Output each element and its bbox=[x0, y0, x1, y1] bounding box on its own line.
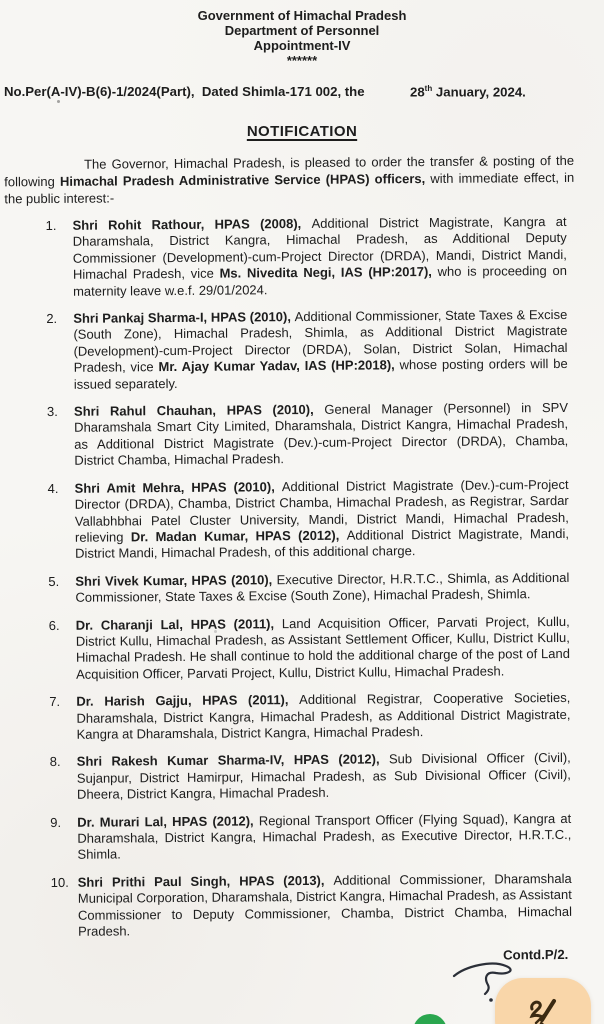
document-body bbox=[0, 152, 604, 967]
order-item bbox=[46, 307, 568, 393]
order-item bbox=[49, 613, 570, 683]
order-item bbox=[49, 690, 570, 743]
item-text: Shri Pankaj Sharma-I, HPAS (2010), Additional Commissioner, State Taxes & Excise (South Zone), Himachal Pradesh, Shimla, as Additional District Magistrate (Development)-cum-Project Director (DRDA), Solan, District Solan, Himachal Pradesh, vice Mr. Ajay Kumar Yadav, IAS (HP:2018), whose posting orders will be issued separately. bbox=[73, 306, 568, 392]
item-number: 2. bbox=[46, 310, 58, 327]
header-separator: ****** bbox=[286, 53, 318, 68]
reference-line bbox=[4, 84, 600, 99]
order-item bbox=[48, 477, 570, 563]
header-dept: Department of Personnel bbox=[224, 23, 380, 38]
sign-button[interactable] bbox=[495, 978, 591, 1024]
order-item bbox=[50, 811, 571, 864]
order-item bbox=[45, 214, 567, 300]
scan-artifact-dot bbox=[57, 100, 60, 103]
order-item bbox=[51, 871, 572, 941]
item-number: 4. bbox=[47, 480, 59, 496]
item-number: 5. bbox=[48, 573, 60, 589]
continuation-note: Contd.P/2. bbox=[503, 947, 569, 963]
green-app-icon[interactable] bbox=[413, 1014, 447, 1024]
scan-artifact-dot bbox=[214, 630, 217, 633]
item-text: Dr. Harish Gajju, HPAS (2011), Additional Registrar, Cooperative Societies, Dharamshala, District Kangra, Himachal Pradesh, as Additional District Magistrate, Kangra at Dharamshala, District Kangra, Himachal Pradesh. bbox=[76, 690, 571, 742]
item-text: Dr. Murari Lal, HPAS (2012), Regional Transport Officer (Flying Squad), Kangra at Dharamshala, District Kangra, Himachal Pradesh, as Executive Director, H.R.T.C., Shimla. bbox=[77, 810, 572, 863]
item-number: 10. bbox=[50, 874, 69, 890]
order-item bbox=[50, 750, 571, 803]
item-text: Shri Amit Mehra, HPAS (2010), Additional District Magistrate (Dev.)-cum-Project Director (DRDA), Chamba, District Chamba, Himachal Pradesh, as Registrar, Sardar Vallabhbhai Patel Cluster University, Mandi, District Mandi, Himachal Pradesh, relieving Dr. Madan Kumar, HPAS (2012), Additional District Magistrate, Mandi, District Mandi, Himachal Pradesh, of this additional charge. bbox=[74, 476, 570, 562]
item-number: 1. bbox=[45, 217, 57, 234]
header-org: Government of Himachal Pradesh bbox=[197, 8, 407, 23]
notification-date: 28th January, 2024. bbox=[410, 84, 526, 100]
item-number: 3. bbox=[46, 403, 58, 420]
item-text: Shri Rahul Chauhan, HPAS (2010), General Manager (Personnel) in SPV Dharamshala Smart City Limited, Dharamshala, District Kangra, Himachal Pradesh, as Additional District Magistrate (Dev.)-cum-Project Director (DRDA), Chamba, District Chamba, Himachal Pradesh. bbox=[73, 399, 569, 469]
intro-paragraph: The Governor, Himachal Pradesh, is pleased to order the transfer & posting of the following Himachal Pradesh Administrative Service (HPAS) officers, with immediate effect, in the public interest:- bbox=[4, 152, 575, 207]
item-text: Dr. Charanji Lal, HPAS (2011), Land Acquisition Officer, Parvati Project, Kullu, District Kullu, Himachal Pradesh, as Assistant Settlement Officer, Kullu, District Kullu, Himachal Pradesh. He shall continue to hold the additional charge of the post of Land Acquisition Officer, Parvati Project, Kullu, District Kullu, Himachal Pradesh. bbox=[75, 613, 570, 682]
item-text: Shri Vivek Kumar, HPAS (2010), Executive Director, H.R.T.C., Shimla, as Additional Commissioner, State Taxes & Excise (South Zone), Himachal Pradesh, Shimla. bbox=[75, 569, 570, 605]
header-branch: Appointment-IV bbox=[253, 38, 351, 53]
item-number: 9. bbox=[50, 814, 62, 830]
page-title: NOTIFICATION bbox=[246, 123, 358, 140]
item-number: 6. bbox=[48, 617, 60, 633]
order-item bbox=[48, 570, 569, 607]
document-header bbox=[0, 0, 604, 68]
item-text: Shri Prithi Paul Singh, HPAS (2013), Additional Commissioner, Dharamshala Municipal Corporation, Dharamshala, District Kangra, Himachal Pradesh, as Assistant Commissioner to Deputy Commissioner, Chamba, District Chamba, Himachal Pradesh. bbox=[77, 870, 573, 939]
item-number: 7. bbox=[49, 694, 61, 710]
order-list bbox=[45, 214, 572, 941]
item-text: Shri Rohit Rathour, HPAS (2008), Additional District Magistrate, Kangra at Dharamshala, District Kangra, Himachal Pradesh, as Additional Deputy Commissioner (Development)-cum-Project Director (DRDA), Mandi, District Mandi, Himachal Pradesh, vice Ms. Nivedita Negi, IAS (HP:2017), who is proceeding on maternity leave w.e.f. 29/01/2024. bbox=[72, 213, 567, 299]
signature-pen-icon bbox=[526, 996, 560, 1024]
item-text: Shri Rakesh Kumar Sharma-IV, HPAS (2012), Sub Divisional Officer (Civil), Sujanpur, District Hamirpur, Himachal Pradesh, as Sub Divisional Officer (Civil), Dheera, District Kangra, Himachal Pradesh. bbox=[76, 750, 571, 802]
file-number: No.Per(A-IV)-B(6)-1/2024(Part), Dated Shimla-171 002, the bbox=[4, 84, 365, 99]
order-item bbox=[47, 400, 568, 470]
item-number: 8. bbox=[49, 754, 61, 770]
